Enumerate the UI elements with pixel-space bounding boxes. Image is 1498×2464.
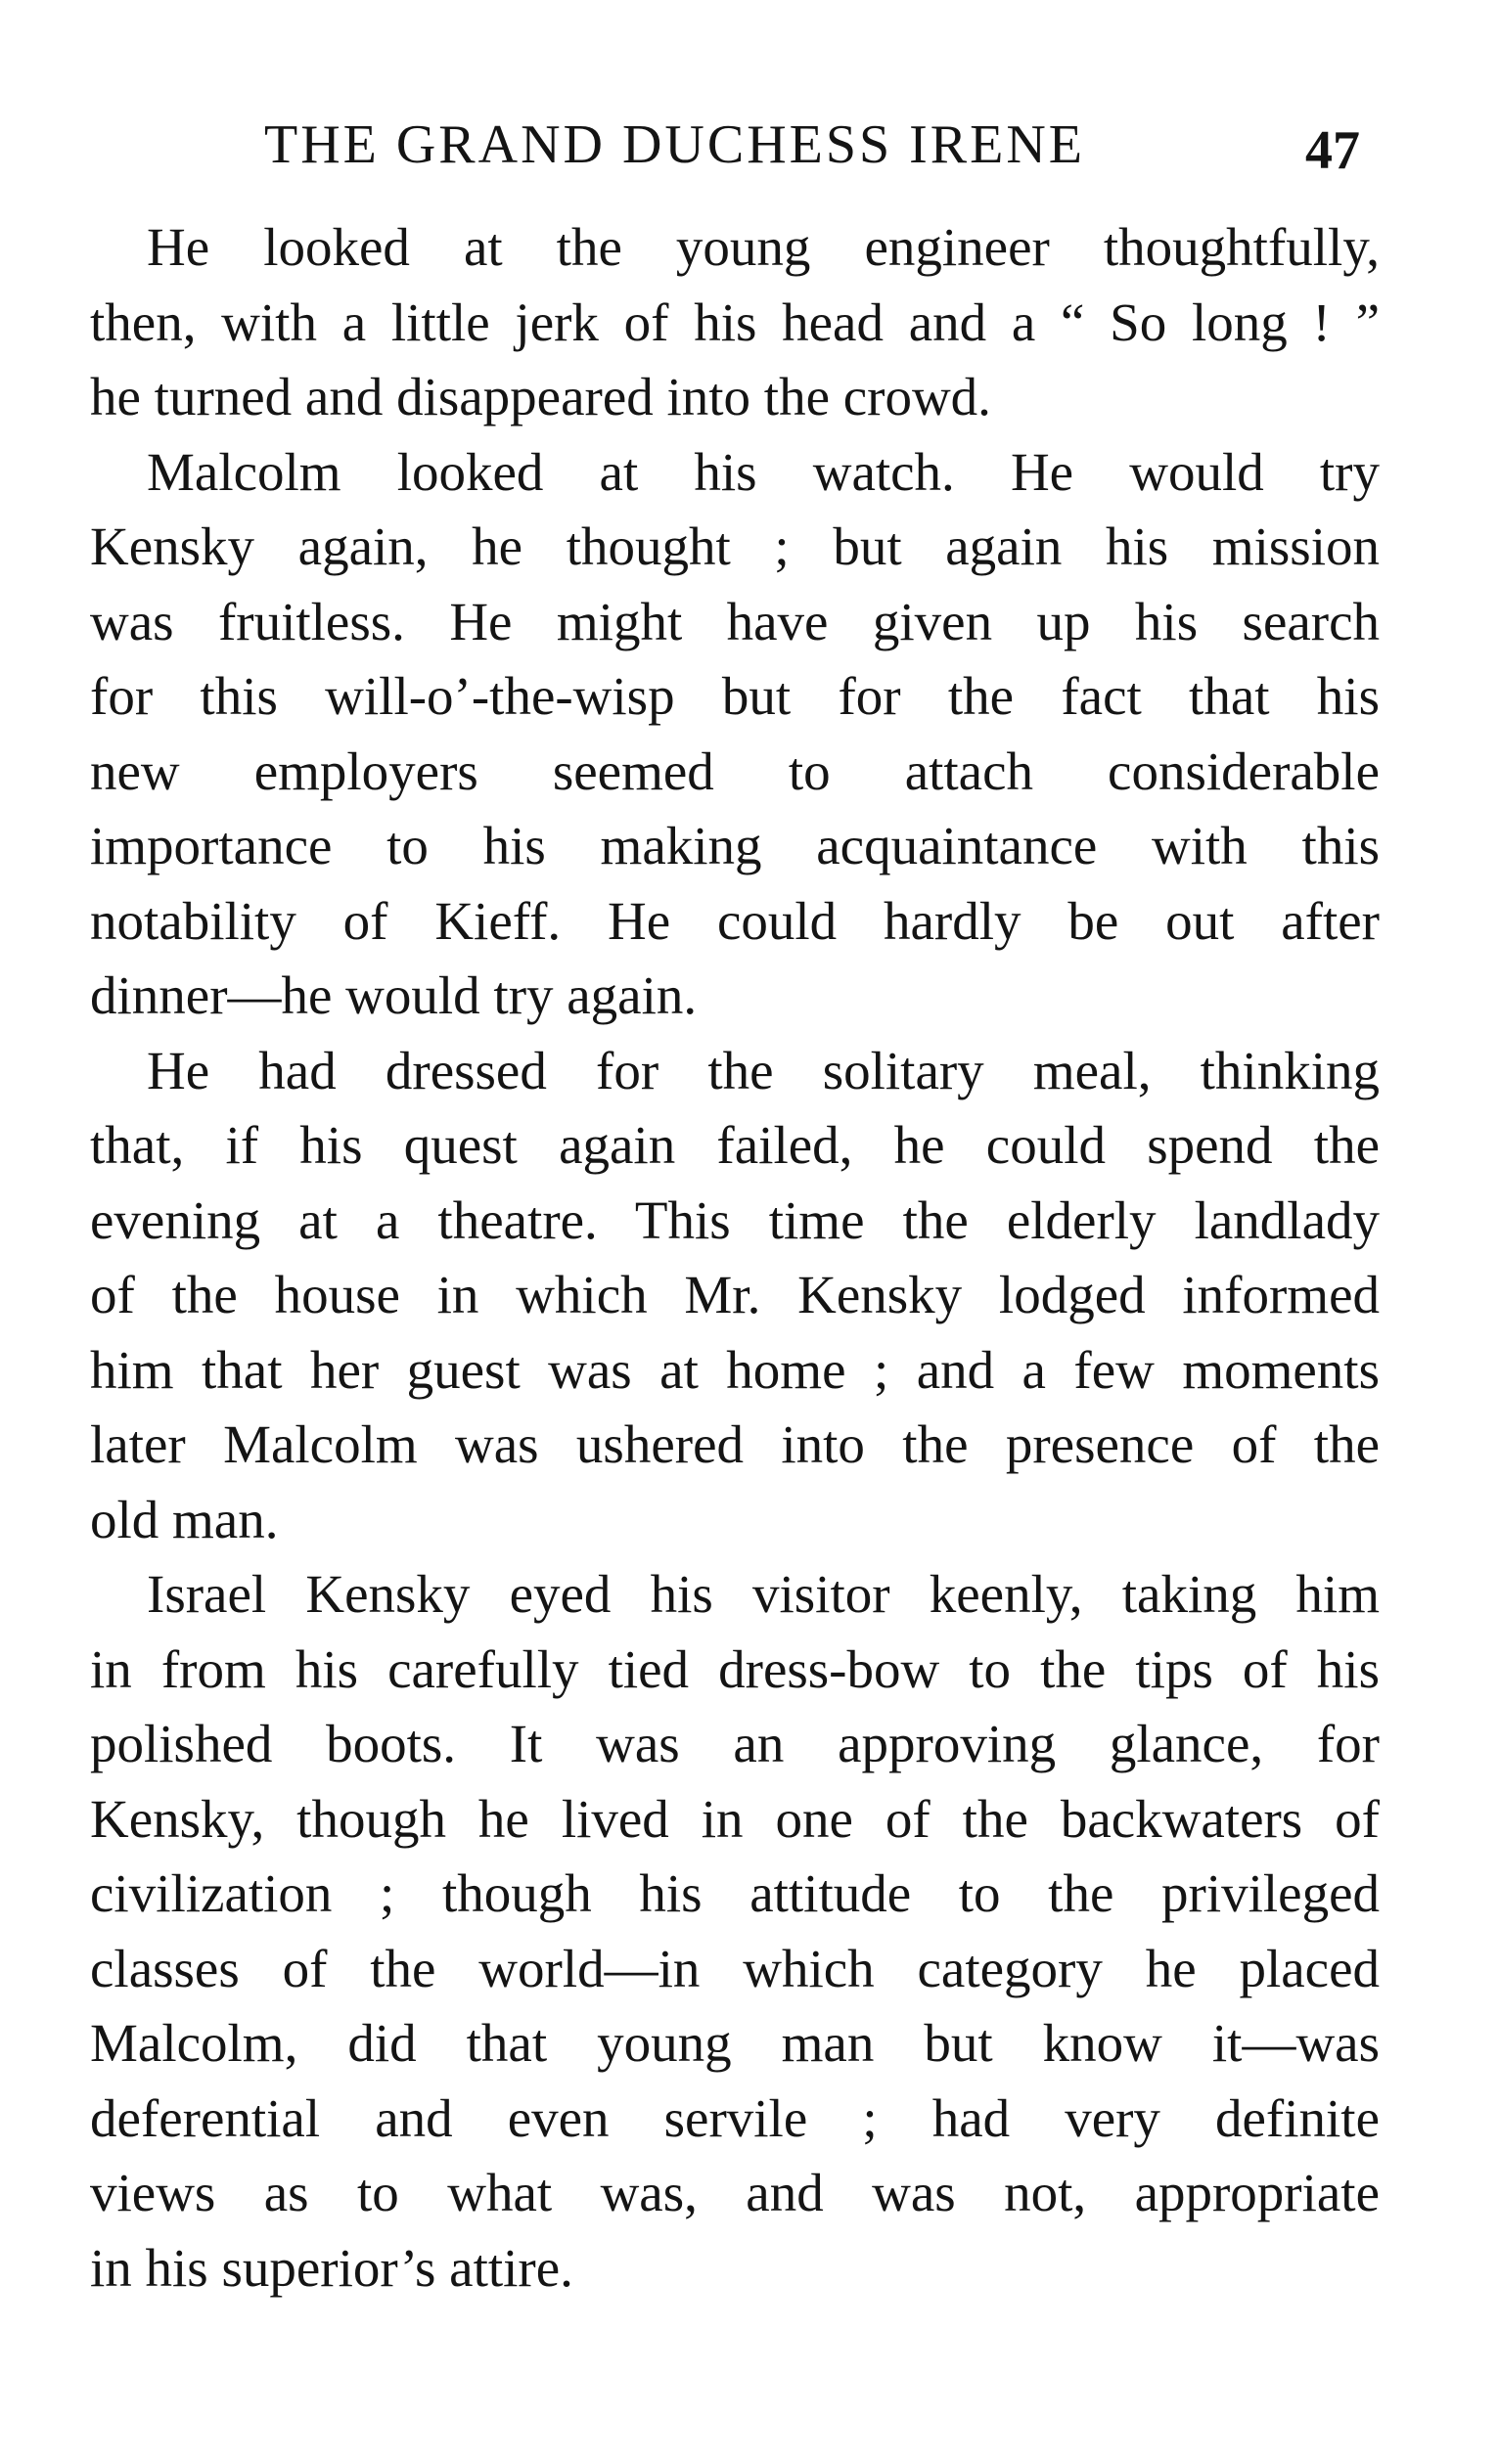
text-line: for this will-o’-the-wisp but for the fact that his: [90, 666, 1380, 726]
running-title: THE GRAND DUCHESS IRENE: [264, 114, 1085, 175]
text-line: classes of the world—in which category he placed: [90, 1938, 1380, 1998]
text-line: of the house in which Mr. Kensky lodged informed: [90, 1265, 1380, 1324]
text-line: deferential and even servile ; had very definite: [90, 2087, 1380, 2148]
text-line: later Malcolm was ushered into the presence of the: [90, 1414, 1380, 1474]
text-line: in his superior’s attire.: [90, 2237, 573, 2298]
text-line: old man.: [90, 1489, 279, 1549]
text-line: evening at a theatre. This time the elderly landlady: [90, 1189, 1380, 1250]
text-line: He looked at the young engineer thoughtfully,: [147, 217, 1380, 277]
text-line: was fruitless. He might have given up his search: [90, 591, 1380, 651]
text-line: Israel Kensky eyed his visitor keenly, taking him: [147, 1564, 1380, 1624]
text-line: importance to his making acquaintance with this: [90, 816, 1380, 875]
text-line: civilization ; though his attitude to the privileged: [90, 1863, 1380, 1923]
text-line: He had dressed for the solitary meal, thinking: [147, 1040, 1380, 1100]
text-line: him that her guest was at home ; and a few moments: [90, 1339, 1380, 1400]
text-line: polished boots. It was an approving glance, for: [90, 1714, 1380, 1773]
running-head: [88, 106, 1380, 184]
text-line: in from his carefully tied dress-bow to the tips of his: [90, 1638, 1380, 1699]
text-line: that, if his quest again failed, he could spend the: [90, 1115, 1380, 1175]
body-text: [90, 210, 1380, 2306]
text-line: Malcolm looked at his watch. He would try: [147, 441, 1380, 502]
text-line: notability of Kieff. He could hardly be out after: [90, 890, 1380, 951]
text-line: he turned and disappeared into the crowd.: [90, 367, 991, 426]
text-line: dinner—he would try again.: [90, 965, 698, 1025]
text-line: Kensky again, he thought ; but again his mission: [90, 516, 1380, 576]
text-line: Malcolm, did that young man but know it—was: [90, 2013, 1380, 2073]
page-number: 47: [1305, 120, 1360, 181]
text-line: views as to what was, and was not, appropriate: [90, 2163, 1380, 2222]
text-line: Kensky, though he lived in one of the backwaters of: [90, 1788, 1380, 1849]
text-line: then, with a little jerk of his head and a “ So long ! ”: [90, 291, 1380, 352]
text-line: new employers seemed to attach considerable: [90, 740, 1380, 801]
